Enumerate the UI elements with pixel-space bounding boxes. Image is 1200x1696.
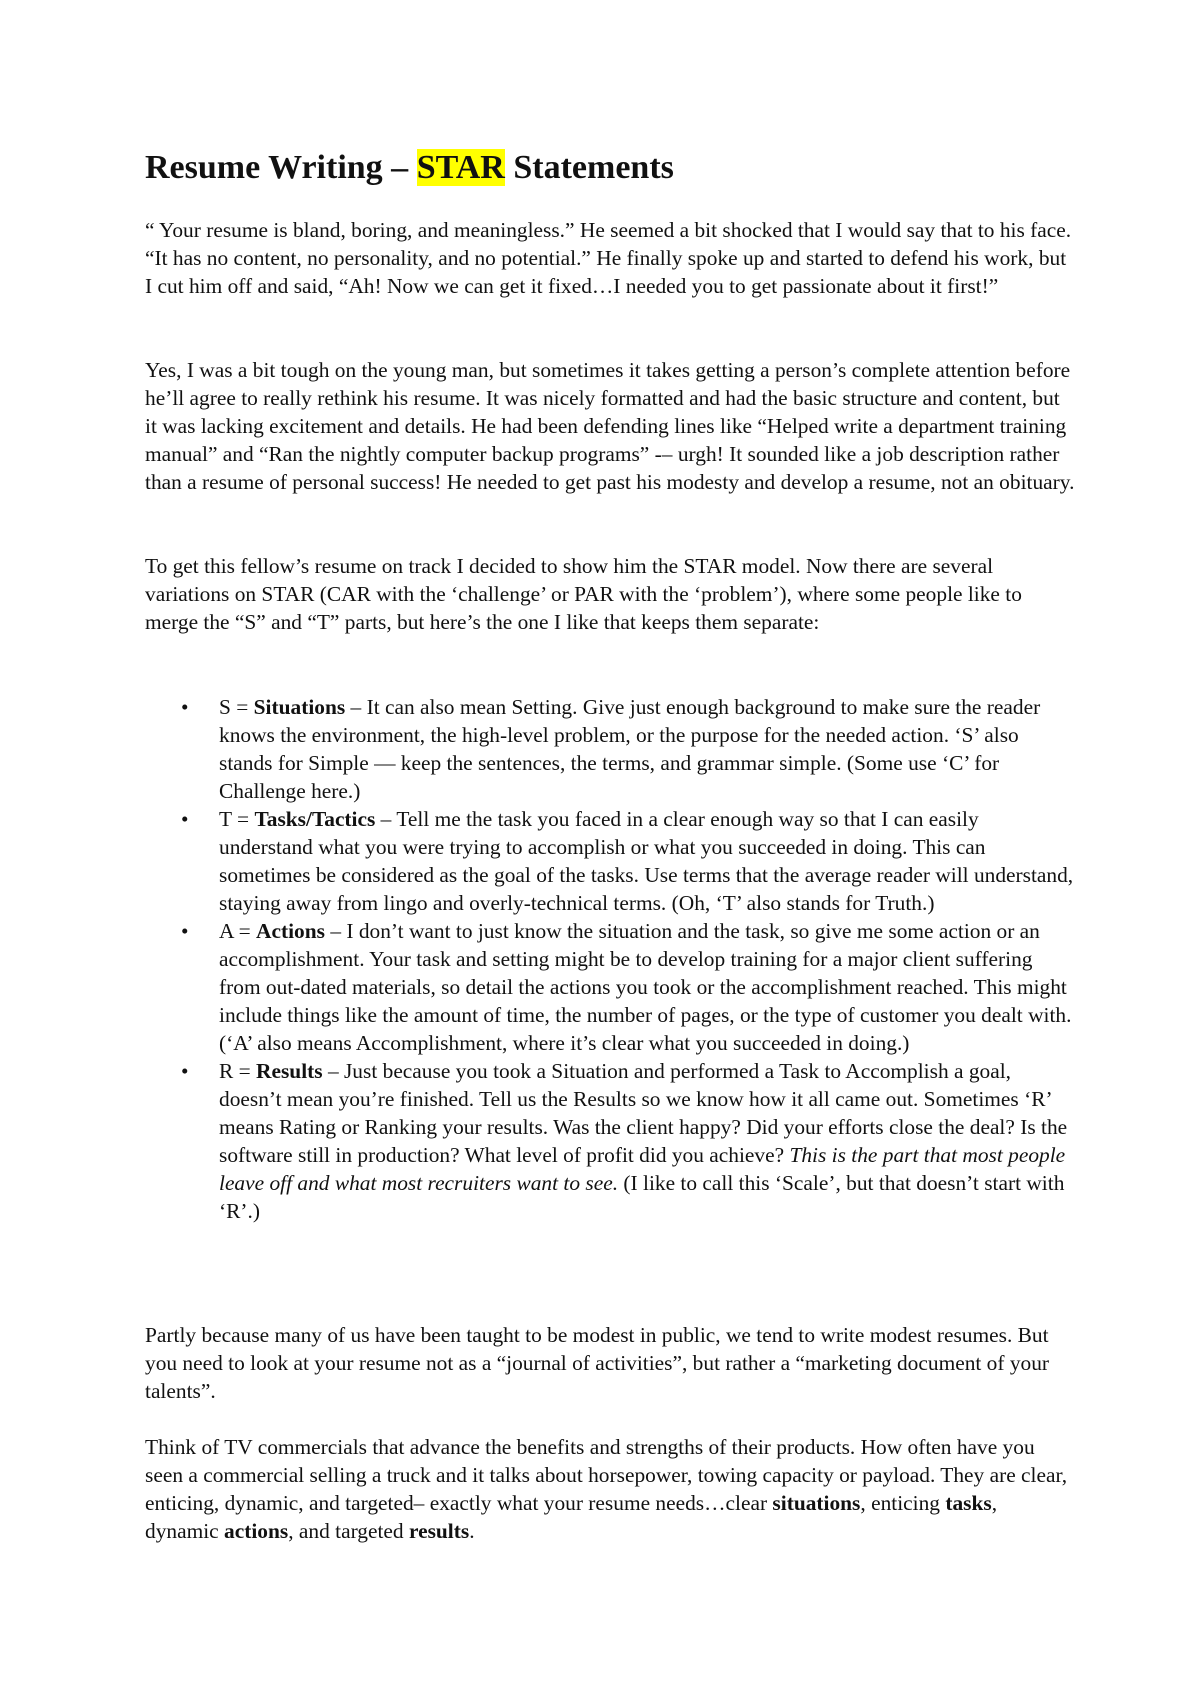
context-paragraph: Yes, I was a bit tough on the young man, but sometimes it takes getting a person’s complete attention before he’ll agree to really rethink his resume. It was nicely formatted and had the basic structure and content, but it was lacking excitement and details. He had been defending lines like “Helped write a department training manual” and “Ran the nightly computer backup programs” -– urgh! It sounded like a job description rather than a resume of personal success! He needed to get past his modesty and develop a resume, not an obituary. — [145, 358, 1075, 494]
title-prefix: Resume Writing – — [145, 149, 417, 186]
keyword-actions: actions — [224, 1519, 289, 1543]
title-suffix: Statements — [504, 149, 674, 186]
commercials-text: Think of TV commercials that advance the benefits and strengths of their products. How often have you seen a commercial selling a truck and it talks about horsepower, towing capacity or payload. They are clear, enticing, dynamic, and targeted– exactly what your resume needs…clear — [145, 1435, 1068, 1515]
intro-paragraph: “ Your resume is bland, boring, and meaningless.” He seemed a bit shocked that I would say that to his face. “It has no content, no personality, and no potential.” He finally spoke up and started to defend his work, but I cut him off and said, “Ah! Now we can get it fixed…I needed you to get passionate about it first!” — [145, 218, 1072, 298]
commercials-paragraph — [145, 1433, 1075, 1545]
period-text: . — [469, 1519, 475, 1543]
separator-text: , dynamic — [145, 1491, 998, 1543]
keyword-tasks: tasks — [945, 1491, 992, 1515]
title-highlight: STAR — [416, 149, 505, 186]
bullet-emphasis: This is the part that most people leave off and what most recruiters want to see. — [219, 1143, 1066, 1195]
list-item-situations — [145, 693, 1075, 805]
bullet-text: – Just because you took a Situation and performed a Task to Accomplish a goal, doesn’t mean you’re finished. Tell us the Results so we know how it all came out. Sometimes ‘R’ means Rating or Ranking your results. Was the client happy? Did your efforts close the deal? Is the software still in production? What level of profit did you achieve? — [219, 1059, 1068, 1167]
bullet-icon: • — [181, 807, 189, 831]
bullet-icon: • — [181, 919, 189, 943]
list-item-results — [145, 1057, 1075, 1225]
bullet-text: – Tell me the task you faced in a clear enough way so that I can easily understand what you were trying to accomplish or what you succeeded in doing. This can sometimes be considered as the goal of the tasks. Use terms that the average reader will understand, staying away from lingo and overly-technical terms. (Oh, ‘T’ also stands for Truth.) — [219, 807, 1074, 915]
bullet-text: – It can also mean Setting. Give just enough background to make sure the reader knows the environment, the high-level problem, or the purpose for the needed action. ‘S’ also stands for Simple — keep the sentences, the terms, and grammar simple. (Some use ‘C’ for Challenge here.) — [219, 695, 1041, 803]
list-item-tasks — [145, 805, 1075, 917]
list-item-actions — [145, 917, 1075, 1057]
bullet-term: Actions — [256, 919, 325, 943]
modesty-paragraph: Partly because many of us have been taught to be modest in public, we tend to write modest resumes. But you need to look at your resume not as a “journal of activities”, but rather a “marketing document of your talents”. — [145, 1323, 1050, 1403]
separator-text: , enticing — [860, 1491, 946, 1515]
bullet-text: – I don’t want to just know the situation and the task, so give me some action or an accomplishment. Your task and setting might be to develop training for a major client suffering from out-dated materials, so detail the actions you took or the accomplishment reached. This might include things like the amount of time, the number of pages, or the type of customer you dealt with. (‘A’ also means Accomplishment, where it’s clear what you succeeded in doing.) — [219, 919, 1072, 1055]
bullet-term: Situations — [253, 695, 346, 719]
keyword-situations: situations — [772, 1491, 861, 1515]
bullet-term: Tasks/Tactics — [254, 807, 376, 831]
bullet-text-end: (I like to call this ‘Scale’, but that doesn’t start with ‘R’.) — [219, 1171, 1065, 1223]
bullet-prefix: A = — [219, 919, 257, 943]
separator-text: , and targeted — [288, 1519, 409, 1543]
bullet-icon: • — [181, 695, 189, 719]
bullet-icon: • — [181, 1059, 189, 1083]
bullet-term: Results — [256, 1059, 323, 1083]
star-intro-paragraph: To get this fellow’s resume on track I decided to show him the STAR model. Now there are several variations on STAR (CAR with the ‘challenge’ or PAR with the ‘problem’), where some people like to merge the “S” and “T” parts, but here’s the one I like that keeps them separate: — [145, 554, 1022, 634]
keyword-results: results — [408, 1519, 470, 1543]
bullet-prefix: R = — [219, 1059, 257, 1083]
star-list — [145, 693, 1075, 1225]
bullet-prefix: T = — [219, 807, 255, 831]
bullet-prefix: S = — [219, 695, 254, 719]
page-title — [145, 146, 674, 190]
